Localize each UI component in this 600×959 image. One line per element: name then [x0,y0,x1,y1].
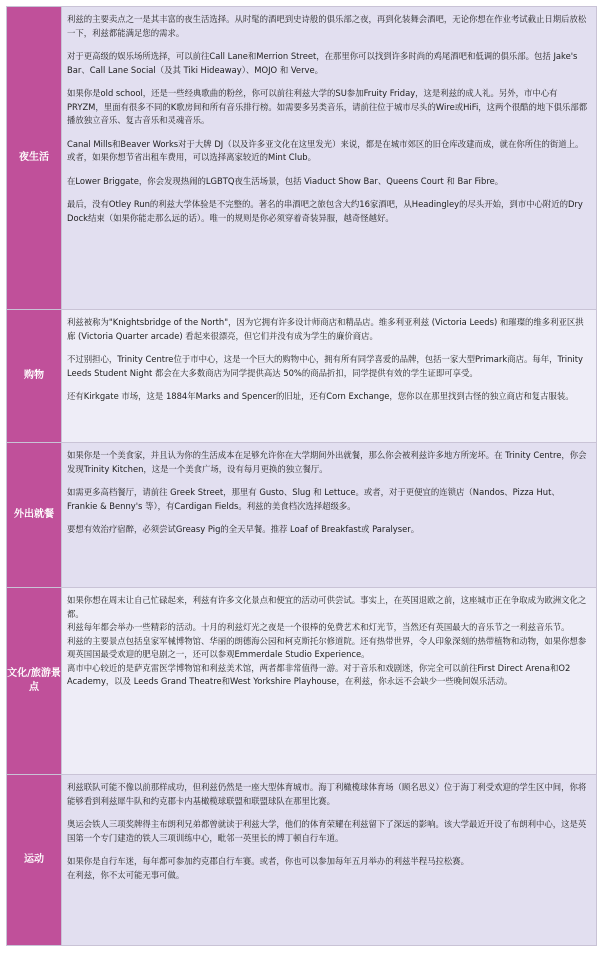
section-body-sports [62,775,597,946]
category-culture: 文化/旅游景点 [7,588,62,775]
leeds-guide-table [6,6,597,946]
category-shopping: 购物 [7,310,62,443]
paragraph: 利兹被称为"Knightsbridge of the North"，因为它拥有许多设计师商店和精品店。维多利亚利兹 (Victoria Leeds) 和璀璨的维多利亚区拱廊 (Victoria Quarter arcade) 看起来很漂亮，但它们并没有成为学生的廉价商店。 [67,317,584,341]
section-body-dining [62,443,597,588]
section-row-nightlife [7,7,597,310]
paragraph: 利兹每年都会举办一些精彩的活动。十月的利兹灯光之夜是一个很棒的免费艺术和灯光节，当然还有英国最大的音乐节之一利兹音乐节。 [67,622,570,632]
paragraph: 不过别担心，Trinity Centre位于市中心，这是一个巨大的购物中心，拥有所有同学喜爱的品牌，包括一家大型Primark商店。每年，Trinity Leeds Student Night 都会在大多数商店为同学提供高达 50%的商品折扣，同学提供有效的学生证即可享受。 [67,354,583,378]
paragraph: 如果你是一个美食家，并且认为你的生活成本在足够允许你在大学期间外出就餐，那么你会被利兹许多地方所宠坏。在 Trinity Centre，你会发现Trinity Kitchen，这是一个美食广场，设有每月更换的独立餐厅。 [67,450,587,474]
category-nightlife: 夜生活 [7,7,62,310]
category-sports: 运动 [7,775,62,946]
paragraph: 利兹的主要景点包括皇家军械博物馆、华丽的朗德海公园和柯克斯托尔修道院。还有热带世界，令人印象深刻的热带植物和动物，如果你想参观英国国最受欢迎的肥皂剧之一，还可以参观Emmerdale Studio Experience。 [67,635,587,659]
paragraph: 如需更多高档餐厅，请前往 Greek Street，那里有 Gusto、Slug 和 Lettuce。或者，对于更便宜的连锁店（Nandos、Pizza Hut、Frankie & Benny's 等），有Cardigan Fields。利兹的美食档次选择超级多。 [67,487,560,511]
paragraph: 如果你是old school，还是一些经典歌曲的粉丝，你可以前往利兹大学的SU参加Fruity Friday，这是利兹的成人礼。另外，市中心有 PRYZM，里面有很多不同的K歌房间和所有音乐排行榜。如需要多另类音乐，请前往位于城市尽头的Wire或HiFi，这两个很酷的地下俱乐部都播放独立音乐、复古音乐和灵魂音乐。 [67,88,588,125]
section-row-shopping [7,310,597,443]
paragraph: 在利兹，你不太可能无事可做。 [67,869,185,880]
paragraph: 离市中心较近的是萨克雷医学博物馆和利兹美术馆，两者都非常值得一游。对于音乐和戏剧迷，你完全可以前往First Direct Arena和O2 Academy，以及 Leeds Grand Theatre和West Yorkshire Playhouse，在利兹，你永远不会缺少一些晚间娱乐活动。 [67,662,571,686]
paragraph: 如果你想在周末让自己忙碌起来，利兹有许多文化景点和便宜的活动可供尝试。事实上，在英国退欧之前，这座城市正在争取成为欧洲文化之都。 [67,595,587,619]
paragraph: 如果你是自行车迷，每年都可参加约克郡自行车赛。或者，你也可以参加每年五月举办的利兹半程马拉松赛。 [67,856,469,866]
paragraph: 利兹的主要卖点之一是其丰富的夜生活选择。从时髦的酒吧到史诗般的俱乐部之夜，再到化装舞会酒吧，无论你想在作业考试截止日期后放松一下，利兹都能满足您的需求。 [67,14,587,38]
paragraph: 利兹联队可能不像以前那样成功，但利兹仍然是一座大型体育城市。海丁利橄榄球体育场（顾名思义）位于海丁利受欢迎的学生区中间，你将能够看到利兹犀牛队和约克郡卡内基橄榄球联盟和联盟球队在那里比赛。 [67,782,587,806]
section-row-culture [7,588,597,775]
section-body-culture [62,588,597,775]
paragraph: Canal Mills和Beaver Works对于大牌 DJ（以及许多亚文化在这里发光）来说，都是在城市郊区的旧仓库改建而成，就在你所住的街道上。或者，如果你想节省出租车费用，可以选择离家较近的Mint Club。 [67,138,584,162]
section-row-dining [7,443,597,588]
category-dining: 外出就餐 [7,443,62,588]
paragraph: 对于更高级的娱乐场所选择，可以前往Call Lane和Merrion Street，在那里你可以找到许多时尚的鸡尾酒吧和低调的俱乐部。包括 Jake's Bar、Call Lane Social（及其 Tiki Hideaway）、MOJO 和 Verve。 [67,51,578,75]
section-body-nightlife [62,7,597,310]
paragraph: 在Lower Briggate，你会发现热闹的LGBTQ夜生活场景，包括 Viaduct Show Bar、Queens Court 和 Bar Fibre。 [67,175,504,186]
paragraph: 要想有效治疗宿醉，必须尝试Greasy Pig的全天早餐。推荐 Loaf of Breakfast或 Paralyser。 [67,524,420,534]
paragraph: 最后，没有Otley Run的利兹大学体验是不完整的。著名的串酒吧之旅包含大约16家酒吧，从Headingley的尽头开始，到市中心附近的Dry Dock结束（如果你能走那么远的话）。唯一的规则是你必须穿着奇装异服，越奇怪越好。 [67,199,583,223]
section-row-sports [7,775,597,946]
paragraph: 奥运会铁人三项奖牌得主布朗利兄弟都曾就读于利兹大学，他们的体育荣耀在利兹留下了深远的影响。该大学最近开设了布朗利中心，这是英国第一个专门建造的铁人三项训练中心，毗邻一英里长的博丁顿自行车道。 [67,819,587,843]
paragraph: 还有Kirkgate 市场，这是 1884年Marks and Spencer的旧址，还有Corn Exchange，您你以在那里找到古怪的独立商店和复古服装。 [67,391,574,401]
section-body-shopping [62,310,597,443]
